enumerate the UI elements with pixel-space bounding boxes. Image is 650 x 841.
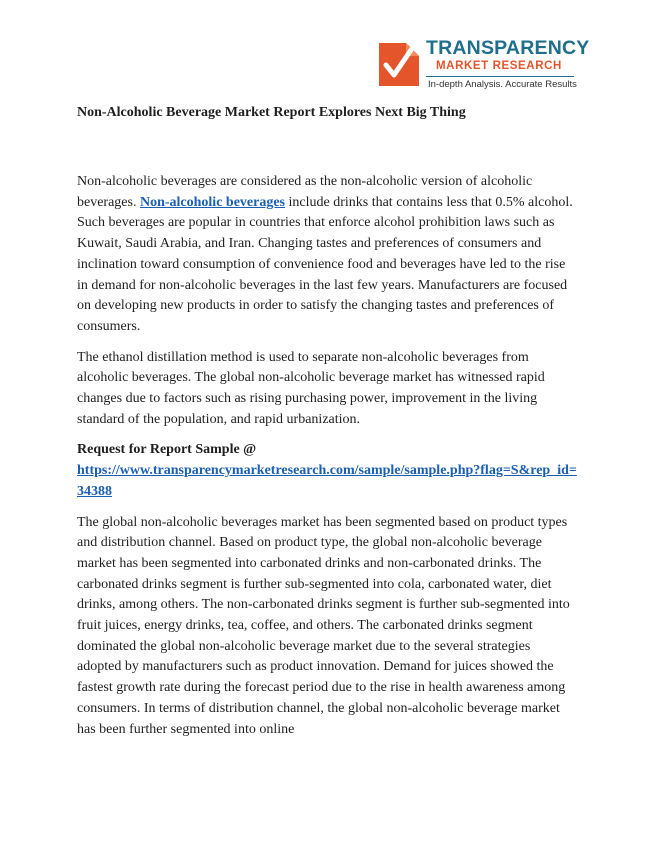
sample-request (77, 440, 577, 502)
paragraph-segmentation: The global non-alcoholic beverages market has been segmented based on product types and distribution channel. Based on product type, the global non-alcoholic beverage market has been segmented into carbonated drinks and non-carbonated drinks. The carbonated drinks segment is further sub-segmented into cola, carbonated water, diet drinks, among others. The non-carbonated drinks segment is further sub-segmented into fruit juices, energy drinks, tea, coffee, and others. The carbonated drinks segment dominated the global non-alcoholic beverage market due to the several strategies adopted by manufacturers such as product innovation. Demand for juices showed the fastest growth rate during the forecast period due to the rise in health awareness among consumers. In terms of distribution channel, the global non-alcoholic beverage market has been further segmented into online (77, 514, 570, 737)
logo-subtitle: MARKET RESEARCH (436, 60, 562, 72)
logo (376, 37, 590, 93)
paragraph-intro-start: Non-alcoholic beverages are considered as the non-alcoholic version of alcoholic beverages. (77, 174, 533, 210)
paragraph-intro (77, 172, 577, 338)
sample-request-link[interactable]: https://www.transparencymarketresearch.com/sample/sample.php?flag=S&rep_id=34388 (77, 463, 577, 499)
logo-tagline: In-depth Analysis. Accurate Results (428, 79, 577, 90)
non-alcoholic-beverages-link[interactable]: Non-alcoholic beverages (139, 194, 285, 210)
page-title: Non-Alcoholic Beverage Market Report Explores Next Big Thing (77, 105, 466, 120)
logo-divider (426, 76, 574, 77)
sample-request-label: Request for Report Sample @ (77, 442, 257, 458)
paragraph-intro-end: include drinks that contains less that 0.5% alcohol. Such beverages are popular in countries that enforce alcohol prohibition laws such as Kuwait, Saudi Arabia, and Iran. Changing tastes and preferences of consumers and inclination toward consumption of convenience food and beverages have led to the rise in demand for non-alcoholic beverages in the last few years. Manufacturers are focused on developing new products in order to satisfy the changing tastes and preferences of consumers. (77, 194, 573, 334)
paragraph-distillation: The ethanol distillation method is used to separate non-alcoholic beverages from alcoholic beverages. The global non-alcoholic beverage market has witnessed rapid changes due to factors such as rising purchasing power, improvement in the living standard of the population, and rapid urbanization. (77, 349, 545, 427)
logo-checkmark-icon (376, 39, 422, 89)
logo-brand: TRANSPARENCY (426, 37, 590, 59)
document-body (77, 172, 577, 750)
